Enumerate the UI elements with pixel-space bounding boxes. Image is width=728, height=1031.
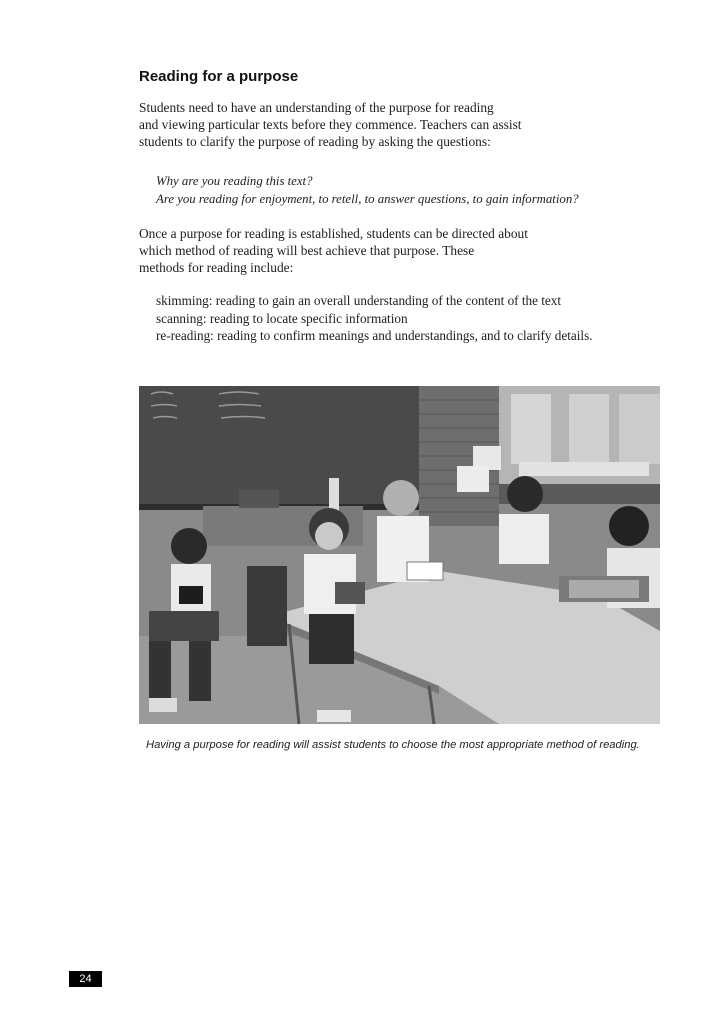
method-item: re-reading: reading to confirm meanings and understandings, and to clarify details. — [156, 328, 593, 343]
methods-intro-line: Once a purpose for reading is established, students can be directed about — [139, 226, 528, 241]
questions-list — [156, 172, 676, 208]
method-item: skimming: reading to gain an overall understanding of the content of the text — [156, 293, 562, 308]
question-item: Are you reading for enjoyment, to retell, to answer questions, to gain information? — [156, 192, 579, 206]
intro-line: and viewing particular texts before they commence. Teachers can assist — [139, 117, 522, 132]
intro-line: Students need to have an understanding of the purpose for reading — [139, 100, 494, 115]
methods-intro-line: which method of reading will best achieve that purpose. These — [139, 243, 475, 258]
classroom-photo — [139, 386, 660, 724]
photo-caption: Having a purpose for reading will assist students to choose the most appropriate method of reading. — [146, 739, 640, 751]
question-item: Why are you reading this text? — [156, 174, 313, 188]
methods-list — [156, 292, 696, 345]
page-number: 24 — [69, 971, 102, 987]
method-item: scanning: reading to locate specific information — [156, 310, 408, 326]
section-heading: Reading for a purpose — [139, 68, 299, 85]
methods-intro-line: methods for reading include: — [139, 260, 294, 275]
methods-intro-paragraph — [139, 225, 589, 276]
intro-paragraph — [139, 99, 589, 150]
intro-line: students to clarify the purpose of reading by asking the questions: — [139, 134, 491, 149]
